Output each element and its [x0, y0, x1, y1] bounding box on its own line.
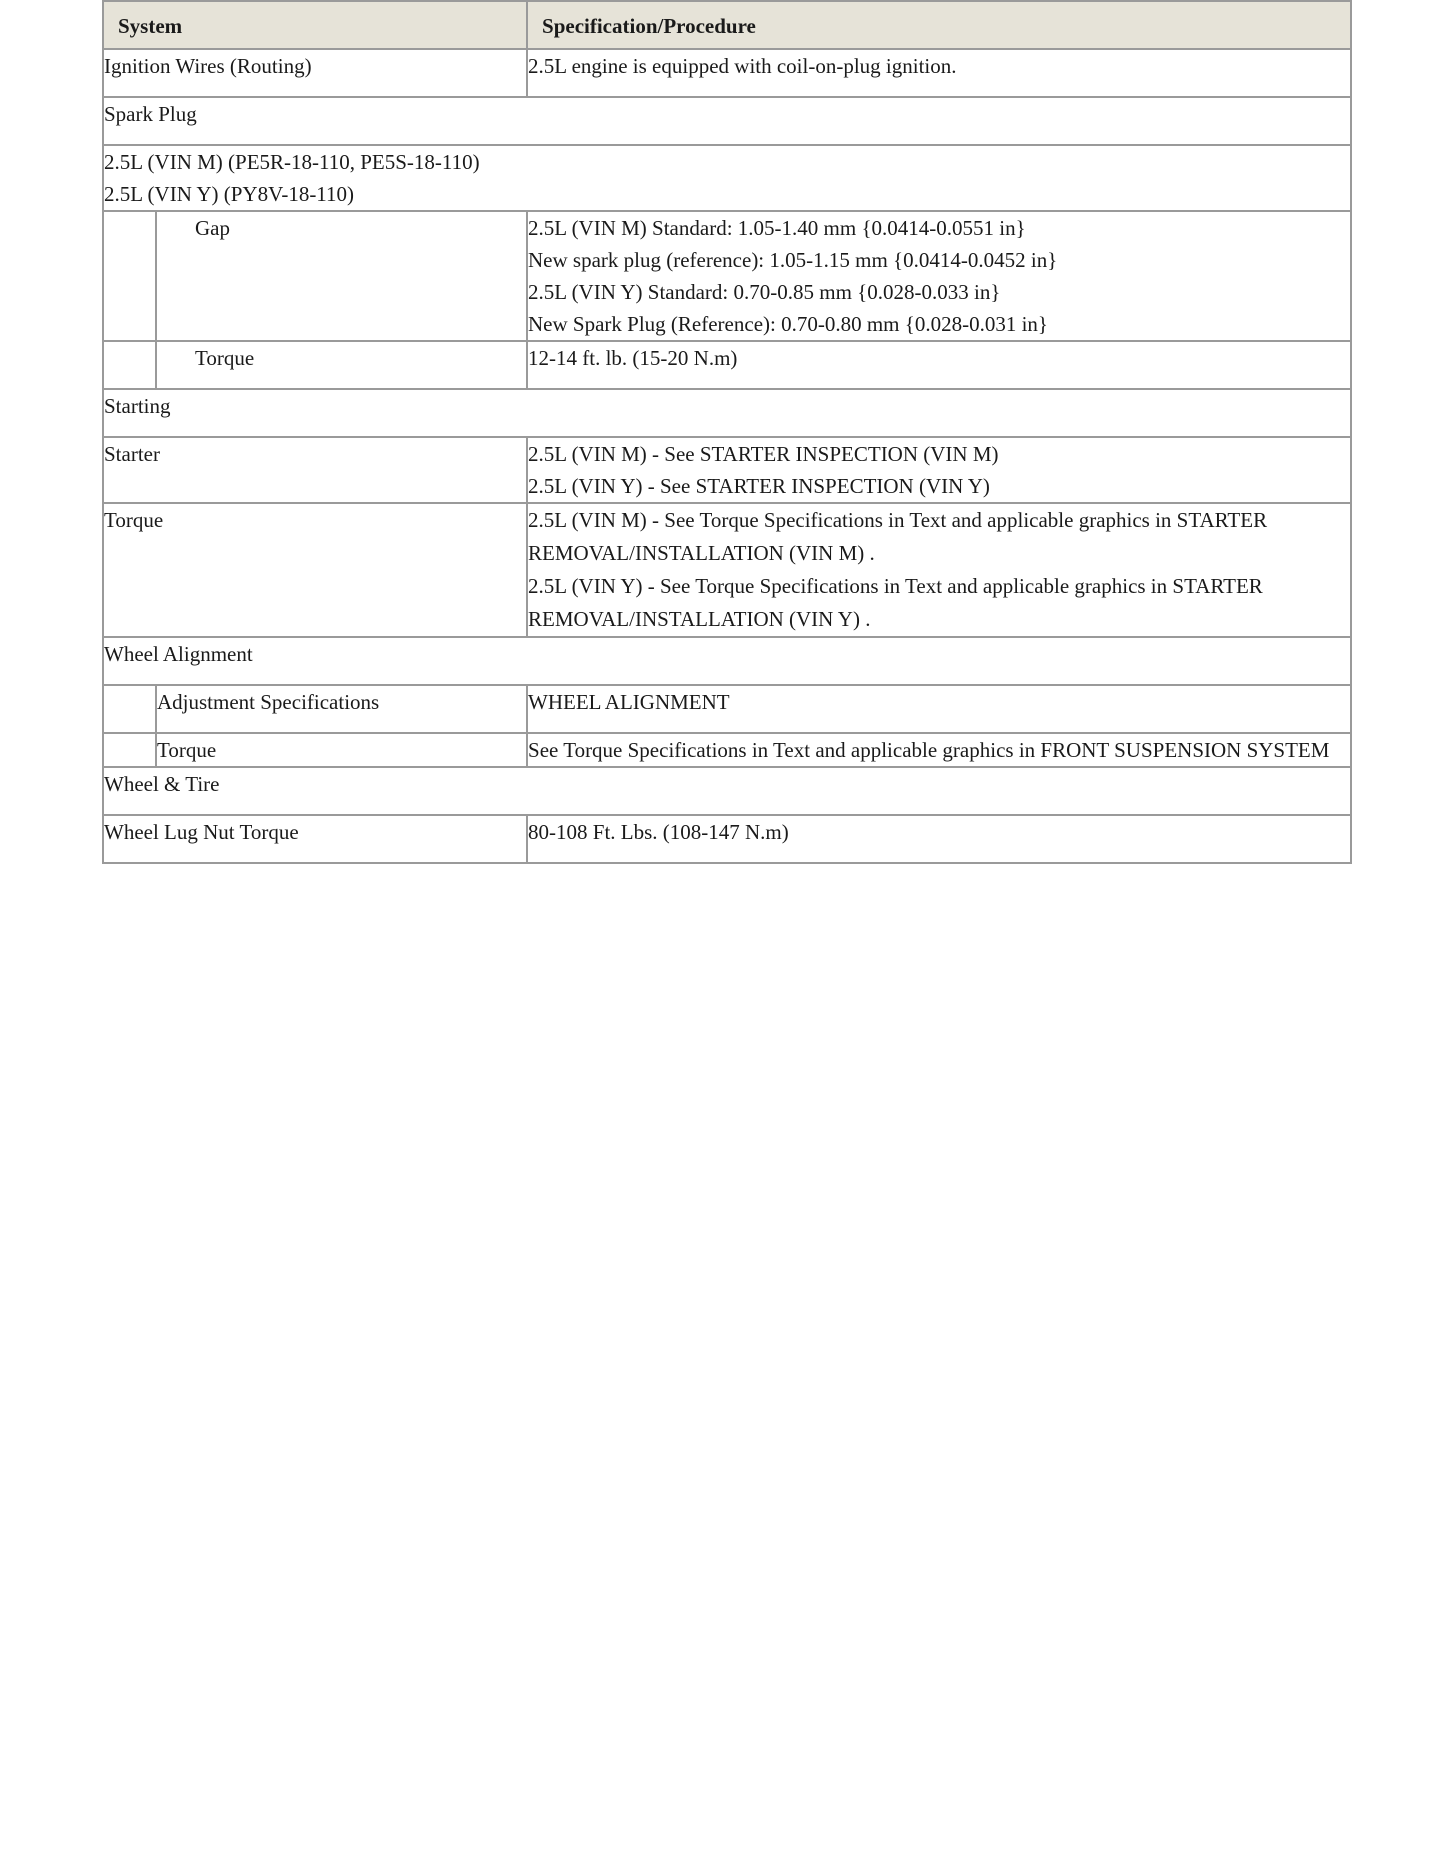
starter-inspection-link-vin-y: 2.5L (VIN Y) - See STARTER INSPECTION (VIN Y) — [528, 474, 990, 498]
gap-value-line: New spark plug (reference): 1.05-1.15 mm {0.0414-0.0452 in} — [528, 248, 1058, 272]
starter-torque-vin-m: 2.5L (VIN M) - See Torque Specifications in Text and applicable graphics in STARTER REMOVAL/INSTALLATION (VIN M) . — [528, 508, 1268, 565]
specification-table — [102, 0, 1352, 864]
starter-torque-vin-y: 2.5L (VIN Y) - See Torque Specifications in Text and applicable graphics in STARTER REMOVAL/INSTALLATION (VIN Y) . — [528, 574, 1263, 631]
header-spec: Specification/Procedure — [527, 1, 1351, 49]
spark-plug-model-vin-m: 2.5L (VIN M) (PE5R-18-110, PE5S-18-110) — [104, 150, 480, 174]
indent-spacer — [103, 685, 156, 733]
gap-value-line: 2.5L (VIN M) Standard: 1.05-1.40 mm {0.0414-0.0551 in} — [528, 216, 1026, 240]
table-row — [103, 145, 1351, 211]
gap-label: Gap — [156, 211, 527, 341]
lug-nut-torque-value: 80-108 Ft. Lbs. (108-147 N.m) — [527, 815, 1351, 863]
section-row — [103, 637, 1351, 685]
gap-value-line: New Spark Plug (Reference): 0.70-0.80 mm {0.028-0.031 in} — [528, 312, 1048, 336]
spark-plug-torque-label: Torque — [156, 341, 527, 389]
section-row — [103, 97, 1351, 145]
adjustment-specs-value: WHEEL ALIGNMENT — [527, 685, 1351, 733]
starter-values — [527, 437, 1351, 503]
alignment-torque-label: Torque — [156, 733, 527, 767]
adjustment-specs-label: Adjustment Specifications — [156, 685, 527, 733]
table-row — [103, 815, 1351, 863]
ignition-wires-label: Ignition Wires (Routing) — [103, 49, 527, 97]
indent-spacer — [103, 341, 156, 389]
table-header-row — [103, 1, 1351, 49]
indent-spacer — [103, 733, 156, 767]
table-row — [103, 49, 1351, 97]
section-wheel-alignment: Wheel Alignment — [103, 637, 1351, 685]
starter-torque-label: Torque — [103, 503, 527, 637]
table-row — [103, 437, 1351, 503]
spark-plug-model-vin-y: 2.5L (VIN Y) (PY8V-18-110) — [104, 182, 355, 206]
spark-plug-models — [103, 145, 1351, 211]
indent-spacer — [103, 211, 156, 341]
starter-torque-values — [527, 503, 1351, 637]
table-row — [103, 733, 1351, 767]
section-wheel-tire: Wheel & Tire — [103, 767, 1351, 815]
section-row — [103, 767, 1351, 815]
lug-nut-torque-label: Wheel Lug Nut Torque — [103, 815, 527, 863]
table-row — [103, 211, 1351, 341]
ignition-wires-value: 2.5L engine is equipped with coil-on-plug ignition. — [527, 49, 1351, 97]
starter-label: Starter — [103, 437, 527, 503]
spark-plug-torque-value: 12-14 ft. lb. (15-20 N.m) — [527, 341, 1351, 389]
section-starting: Starting — [103, 389, 1351, 437]
header-system: System — [103, 1, 527, 49]
section-spark-plug: Spark Plug — [103, 97, 1351, 145]
gap-values — [527, 211, 1351, 341]
table-row — [103, 685, 1351, 733]
table-row — [103, 341, 1351, 389]
table-row — [103, 503, 1351, 637]
section-row — [103, 389, 1351, 437]
gap-value-line: 2.5L (VIN Y) Standard: 0.70-0.85 mm {0.028-0.033 in} — [528, 280, 1001, 304]
starter-inspection-link-vin-m: 2.5L (VIN M) - See STARTER INSPECTION (VIN M) — [528, 442, 999, 466]
alignment-torque-value: See Torque Specifications in Text and applicable graphics in FRONT SUSPENSION SYSTEM — [527, 733, 1351, 767]
